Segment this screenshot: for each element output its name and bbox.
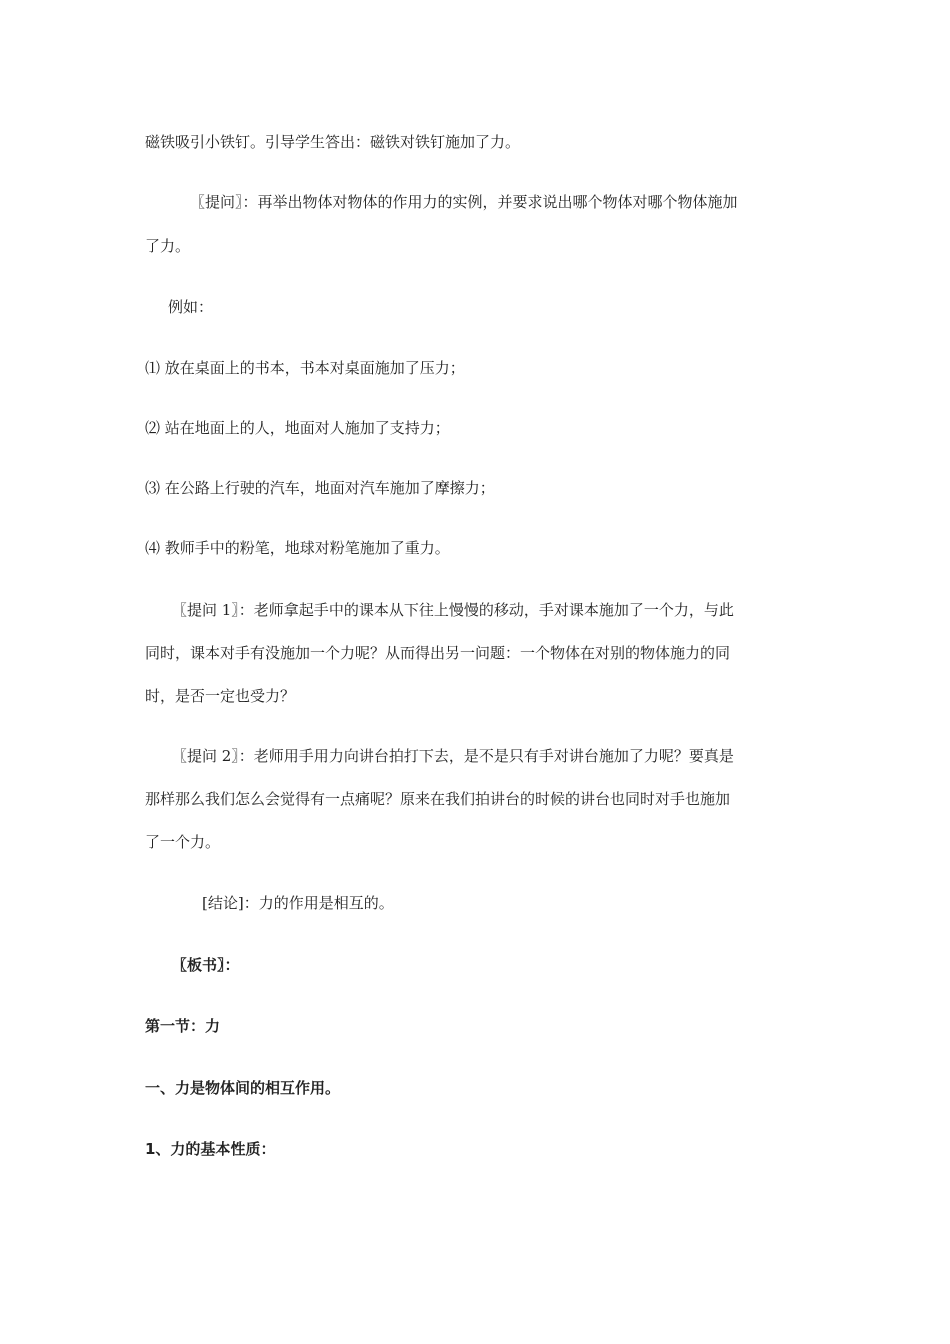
- point-heading: 1、力的基本性质：: [145, 1140, 276, 1158]
- paragraph-line: 磁铁吸引小铁钉。引导学生答出：磁铁对铁钉施加了力。: [145, 133, 521, 151]
- question-1-line-continued: 同时，课本对手有没施加一个力呢？从而得出另一问题：一个物体在对别的物体施力的同: [145, 644, 731, 662]
- question-2-line-end: 了一个力。: [145, 833, 221, 851]
- subsection-heading: 一、力是物体间的相互作用。: [145, 1079, 341, 1097]
- example-item-2: ⑵ 站在地面上的人，地面对人施加了支持力；: [145, 419, 450, 437]
- example-item-4: ⑷ 教师手中的粉笔，地球对粉笔施加了重力。: [145, 539, 450, 557]
- question-line-continued: 了力。: [145, 237, 191, 255]
- board-heading: 〖板书〗：: [172, 956, 240, 974]
- section-title: 第一节：力: [145, 1017, 221, 1035]
- example-item-1: ⑴ 放在桌面上的书本，书本对桌面施加了压力；: [145, 359, 465, 377]
- example-item-3: ⑶ 在公路上行驶的汽车，地面对汽车施加了摩擦力；: [145, 479, 495, 497]
- question-2-line-continued: 那样那么我们怎么会觉得有一点痛呢？原来在我们拍讲台的时候的讲台也同时对手也施加: [145, 790, 731, 808]
- question-2-line: 〖提问 2〗：老师用手用力向讲台拍打下去，是不是只有手对讲台施加了力呢？要真是: [172, 747, 734, 765]
- question-line: 〖提问〗：再举出物体对物体的作用力的实例，并要求说出哪个物体对哪个物体施加: [190, 193, 738, 211]
- question-1-line-end: 时，是否一定也受力？: [145, 687, 296, 705]
- conclusion-line: [结论]：力的作用是相互的。: [202, 894, 394, 912]
- question-1-line: 〖提问 1〗：老师拿起手中的课本从下往上慢慢的移动，手对课本施加了一个力，与此: [172, 601, 734, 619]
- example-heading: 例如：: [168, 298, 214, 316]
